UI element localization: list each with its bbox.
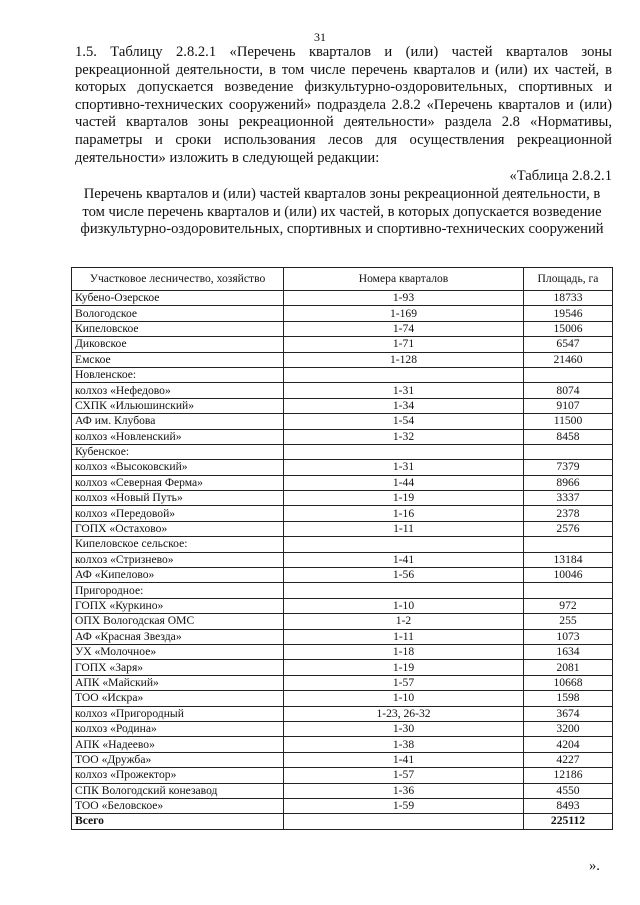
quarters-cell	[284, 367, 524, 382]
table-row	[72, 475, 613, 490]
forestry-cell: Пригородное:	[72, 583, 284, 598]
area-cell: 2378	[524, 506, 613, 521]
quarters-cell: 1-71	[284, 337, 524, 352]
forestry-cell: колхоз «Высоковский»	[72, 460, 284, 475]
quarters-cell: 1-54	[284, 414, 524, 429]
forestry-cell: колхоз «Новый Путь»	[72, 491, 284, 506]
area-cell: 3674	[524, 706, 613, 721]
table-row	[72, 337, 613, 352]
table-row	[72, 644, 613, 659]
quarters-cell: 1-74	[284, 321, 524, 336]
forestry-cell: УХ «Молочное»	[72, 644, 284, 659]
area-cell: 1598	[524, 691, 613, 706]
table-row	[72, 460, 613, 475]
table-row	[72, 537, 613, 552]
area-cell	[524, 367, 613, 382]
table-row	[72, 583, 613, 598]
area-cell: 3200	[524, 721, 613, 736]
table-row	[72, 629, 613, 644]
area-cell: 972	[524, 598, 613, 613]
area-cell: 18733	[524, 291, 613, 306]
table-row	[72, 752, 613, 767]
forestry-cell: колхоз «Стризнево»	[72, 552, 284, 567]
table-row	[72, 521, 613, 536]
forestry-cell: АФ им. Клубова	[72, 414, 284, 429]
forestry-cell: Кипеловское сельское:	[72, 537, 284, 552]
area-cell	[524, 537, 613, 552]
table-row	[72, 691, 613, 706]
forestry-cell: Диковское	[72, 337, 284, 352]
quarters-cell: 1-44	[284, 475, 524, 490]
table-reference: «Таблица 2.8.2.1	[509, 168, 612, 184]
table-row	[72, 598, 613, 613]
table-row	[72, 614, 613, 629]
table-row	[72, 352, 613, 367]
area-cell: 6547	[524, 337, 613, 352]
area-cell: 1073	[524, 629, 613, 644]
area-cell: 4227	[524, 752, 613, 767]
table-row	[72, 737, 613, 752]
area-cell: 12186	[524, 768, 613, 783]
table-row	[72, 675, 613, 690]
table-row	[72, 706, 613, 721]
area-cell: 4204	[524, 737, 613, 752]
table-body	[72, 291, 613, 830]
table-row	[72, 506, 613, 521]
area-cell: 8458	[524, 429, 613, 444]
forestry-cell: Новленское:	[72, 367, 284, 382]
forestry-cell: ГОПХ «Заря»	[72, 660, 284, 675]
area-cell: 8966	[524, 475, 613, 490]
table-header-row	[72, 268, 613, 291]
area-cell: 3337	[524, 491, 613, 506]
forestry-cell: колхоз «Новленский»	[72, 429, 284, 444]
area-cell: 7379	[524, 460, 613, 475]
table-row	[72, 367, 613, 382]
page-number: 31	[314, 30, 326, 44]
quarters-cell: 1-11	[284, 629, 524, 644]
forestry-cell: Вологодское	[72, 306, 284, 321]
quarters-cell: 1-57	[284, 675, 524, 690]
area-cell	[524, 583, 613, 598]
table-row	[72, 444, 613, 459]
table-row	[72, 398, 613, 413]
table-row	[72, 660, 613, 675]
forestry-cell: Емское	[72, 352, 284, 367]
quarters-cell	[284, 583, 524, 598]
forestry-cell: колхоз «Северная Ферма»	[72, 475, 284, 490]
area-cell: 8493	[524, 798, 613, 813]
table-row	[72, 552, 613, 567]
area-cell: 13184	[524, 552, 613, 567]
quarters-cell: 1-18	[284, 644, 524, 659]
area-cell: 15006	[524, 321, 613, 336]
table-row	[72, 383, 613, 398]
forestry-cell: ТОО «Искра»	[72, 691, 284, 706]
quarters-cell: 1-31	[284, 383, 524, 398]
forestry-cell: колхоз «Передовой»	[72, 506, 284, 521]
area-cell	[524, 444, 613, 459]
forestry-cell: АПК «Надеево»	[72, 737, 284, 752]
table-row	[72, 429, 613, 444]
quarters-cell: 1-16	[284, 506, 524, 521]
quarters-cell: 1-38	[284, 737, 524, 752]
table-row	[72, 798, 613, 813]
table-row	[72, 768, 613, 783]
table-total-row	[72, 814, 613, 829]
area-cell: 4550	[524, 783, 613, 798]
table-row	[72, 721, 613, 736]
forestry-cell: Кубено-Озерское	[72, 291, 284, 306]
quarters-cell: 1-19	[284, 660, 524, 675]
forestry-cell: ТОО «Беловское»	[72, 798, 284, 813]
quarters-cell: 1-41	[284, 752, 524, 767]
table-row	[72, 783, 613, 798]
area-cell: 9107	[524, 398, 613, 413]
forestry-cell: СПК Вологодский конезавод	[72, 783, 284, 798]
forestry-cell: колхоз «Прожектор»	[72, 768, 284, 783]
quarters-cell	[284, 814, 524, 829]
table-row	[72, 321, 613, 336]
table-row	[72, 568, 613, 583]
quarters-cell: 1-19	[284, 491, 524, 506]
forestry-cell: АПК «Майский»	[72, 675, 284, 690]
quarters-cell: 1-2	[284, 614, 524, 629]
quarters-cell: 1-36	[284, 783, 524, 798]
forestry-cell: колхоз «Родина»	[72, 721, 284, 736]
table-caption: Перечень кварталов и (или) частей кварталов зоны рекреационной деятельности, в том числе перечень кварталов и (или) их частей, в которых допускается возведение физкультурно-оздоровительных, спортивных и спортивно-технических сооружений	[80, 186, 604, 237]
quarters-cell: 1-57	[284, 768, 524, 783]
quarters-cell	[284, 444, 524, 459]
table-row	[72, 491, 613, 506]
area-cell: 10668	[524, 675, 613, 690]
amendment-paragraph: 1.5. Таблицу 2.8.2.1 «Перечень кварталов и (или) частей кварталов зоны рекреационной деятельности, в том числе перечень кварталов и (или) их частей, в которых допускается возведение физкультурно-оздоровительных, спортивных и спортивно-технических сооружений» подраздела 2.8.2 «Перечень кварталов и (или) частей кварталов зоны рекреационной деятельности» раздела 2.8 «Нормативы, параметры и сроки использования лесов для осуществления рекреационной деятельности» изложить в следующей редакции:	[75, 44, 612, 166]
table-row	[72, 414, 613, 429]
area-cell: 8074	[524, 383, 613, 398]
header-quarters: Номера кварталов	[284, 268, 524, 291]
table-row	[72, 306, 613, 321]
quarters-cell: 1-169	[284, 306, 524, 321]
quarters-cell: 1-56	[284, 568, 524, 583]
forestry-cell: ГОПХ «Остахово»	[72, 521, 284, 536]
forestry-cell: АФ «Красная Звезда»	[72, 629, 284, 644]
quarters-cell: 1-23, 26-32	[284, 706, 524, 721]
area-cell: 255	[524, 614, 613, 629]
area-cell: 21460	[524, 352, 613, 367]
quarters-cell: 1-11	[284, 521, 524, 536]
forestry-cell: АФ «Кипелово»	[72, 568, 284, 583]
quarters-cell: 1-10	[284, 598, 524, 613]
table-row	[72, 291, 613, 306]
forestry-cell: Кипеловское	[72, 321, 284, 336]
forestry-cell: Всего	[72, 814, 284, 829]
quarters-cell: 1-31	[284, 460, 524, 475]
forestry-cell: ТОО «Дружба»	[72, 752, 284, 767]
quarters-cell: 1-41	[284, 552, 524, 567]
forestry-cell: колхоз «Нефедово»	[72, 383, 284, 398]
closing-quote: ».	[589, 858, 600, 874]
forestry-cell: колхоз «Пригородный	[72, 706, 284, 721]
area-cell: 2081	[524, 660, 613, 675]
area-cell: 10046	[524, 568, 613, 583]
quarters-cell: 1-34	[284, 398, 524, 413]
header-forestry: Участковое лесничество, хозяйство	[72, 268, 284, 291]
quarters-cell: 1-59	[284, 798, 524, 813]
area-cell: 19546	[524, 306, 613, 321]
area-cell: 11500	[524, 414, 613, 429]
quarters-cell: 1-30	[284, 721, 524, 736]
forestry-cell: СХПК «Ильюшинский»	[72, 398, 284, 413]
quarters-cell: 1-32	[284, 429, 524, 444]
header-area: Площадь, га	[524, 268, 613, 291]
quarters-cell: 1-93	[284, 291, 524, 306]
forestry-cell: Кубенское:	[72, 444, 284, 459]
quarters-cell: 1-10	[284, 691, 524, 706]
forestry-cell: ОПХ Вологодская ОМС	[72, 614, 284, 629]
area-cell: 1634	[524, 644, 613, 659]
area-cell: 2576	[524, 521, 613, 536]
area-cell: 225112	[524, 814, 613, 829]
quarters-cell	[284, 537, 524, 552]
recreation-quarters-table	[71, 267, 613, 830]
quarters-cell: 1-128	[284, 352, 524, 367]
forestry-cell: ГОПХ «Куркино»	[72, 598, 284, 613]
